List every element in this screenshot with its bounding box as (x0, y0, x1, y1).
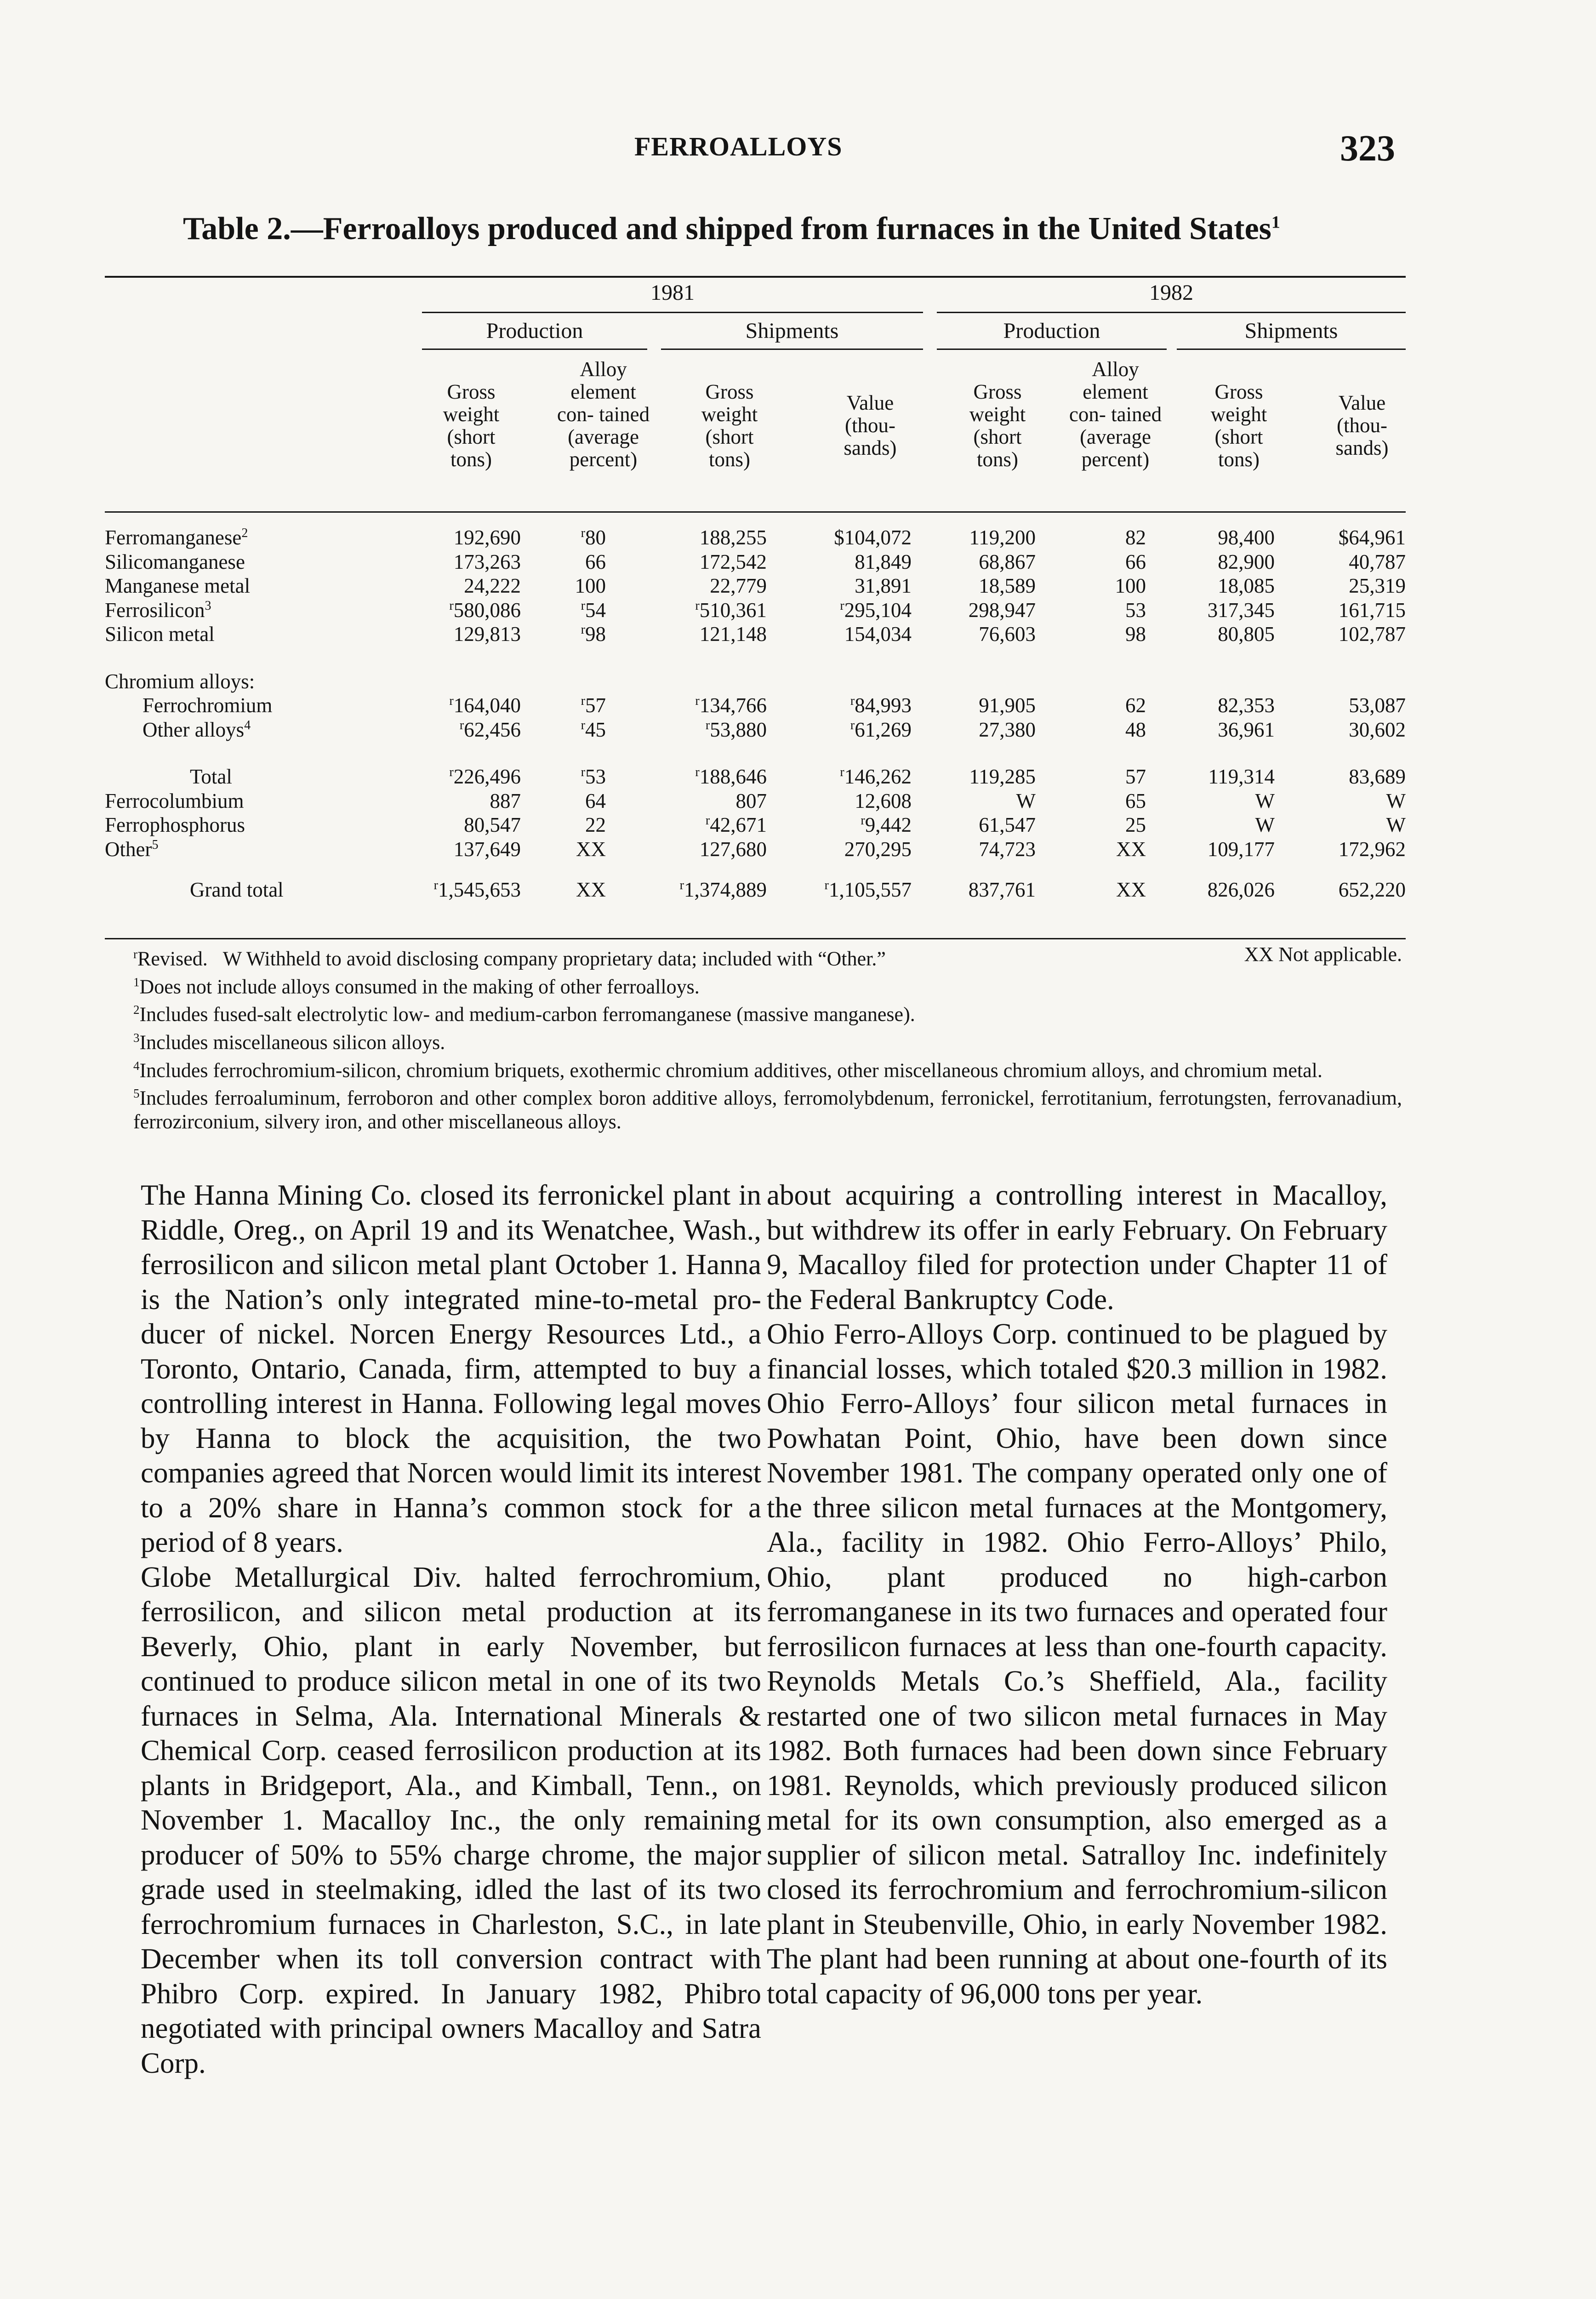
table-row (105, 526, 1406, 550)
cell: W (1386, 813, 1406, 836)
revised-marker: r (581, 623, 585, 637)
cell: 82 (1125, 526, 1146, 549)
row-label: Grand total (190, 878, 284, 901)
group-rule-prod-1982 (937, 349, 1167, 350)
cell: W (1016, 789, 1036, 812)
cell (581, 526, 606, 549)
cell-value: 53,880 (710, 718, 767, 741)
revised-marker: r (695, 598, 700, 613)
cell: 137,649 (453, 837, 521, 861)
cell: 121,148 (699, 623, 767, 646)
row-label: Total (190, 765, 232, 788)
cell: 119,285 (969, 765, 1036, 788)
cell: 24,222 (464, 574, 521, 597)
cell-value: 134,766 (699, 694, 767, 717)
cell: 98,400 (1218, 526, 1275, 549)
row-label (105, 598, 211, 622)
col-head-value: Value (thou- sands) (1335, 391, 1389, 459)
cell (449, 765, 521, 789)
cell: 48 (1125, 718, 1146, 741)
cell: 109,177 (1207, 837, 1275, 861)
table-body (105, 526, 1406, 902)
group-production-1981: Production (486, 319, 583, 343)
cell: 129,813 (453, 623, 521, 646)
footnote-marker: 5 (133, 1087, 140, 1101)
footnote-revised (133, 943, 886, 971)
col-head-alloy-element: Alloy element con- tained (average percent) (1069, 358, 1162, 471)
row-label-text: Other alloys (142, 718, 245, 741)
revised-marker: r (695, 765, 700, 779)
footnote-marker: 1 (133, 975, 140, 989)
row-label (105, 837, 158, 861)
cell-value: 84,993 (855, 694, 912, 717)
cell: W (1386, 789, 1406, 812)
cell: 826,026 (1207, 878, 1275, 901)
cell: $104,072 (834, 526, 912, 549)
cell: 57 (1125, 765, 1146, 788)
cell: 31,891 (855, 574, 912, 597)
cell (706, 718, 767, 742)
cell (861, 813, 912, 837)
cell: 25 (1125, 813, 1146, 836)
table-row (105, 789, 1406, 813)
cell: 188,255 (699, 526, 767, 549)
revised-marker: r (581, 694, 585, 708)
cell: 807 (735, 789, 767, 812)
footnote-marker-r: r (133, 947, 137, 961)
cell: 62 (1125, 694, 1146, 717)
col-head-gross-weight: Gross weight (short tons) (969, 380, 1026, 471)
revised-marker: r (449, 765, 454, 779)
cell (680, 878, 767, 902)
cell (850, 718, 912, 742)
row-label: Manganese metal (105, 574, 251, 597)
row-label-text: Ferromanganese (105, 526, 242, 549)
cell (434, 878, 521, 902)
grand-total-rule (105, 938, 1406, 939)
footnote-text: Includes fused-salt electrolytic low- and medium-carbon ferromanganese (massive manganese). (139, 1003, 915, 1026)
revised-marker: r (861, 813, 865, 828)
col-head-gross-weight: Gross weight (short tons) (443, 380, 500, 471)
cell-value: 80 (585, 526, 606, 549)
cell: 80,805 (1218, 623, 1275, 646)
cell-value: 1,374,889 (684, 878, 767, 901)
cell: 119,314 (1208, 765, 1275, 788)
cell (840, 598, 912, 622)
cell: 127,680 (699, 837, 767, 861)
cell: 119,200 (969, 526, 1036, 549)
revised-marker: r (581, 718, 585, 732)
paragraph: Ohio Ferro-Alloys Corp. continued to be plagued by financial losses, which totaled $20.3 million in 1982. Ohio Ferro-Alloys’ four silicon metal furnaces in Powhatan Point, Ohio, have been down since November 1981. The company operated only one of the three silicon metal furnaces at the Montgomery, Ala., facility in 1982. Ohio Ferro-Alloys’ Philo, Ohio, plant produced no high-carbon ferromanganese in its two furnaces and operated four ferrosilicon furnaces at less than one-fourth capacity. Reynolds Metals Co.’s Sheffield, Ala., facility restarted one of two silicon metal furnaces in May 1982. Both furnaces had been down since February 1981. Reynolds, which previously produced silicon metal for its own consumption, also emerged as a supplier of silicon metal. Satralloy Inc. indefinitely closed its ferrochromium and ferrochromium-silicon plant in Steubenville, Ohio, in early November 1982. The plant had been running at about one-fourth of its total capacity of 96,000 tons per year. (767, 1318, 1387, 2010)
cell: 18,589 (979, 574, 1036, 597)
table-row (105, 765, 1406, 789)
text-column-left (141, 1178, 761, 2081)
table-row (105, 693, 1406, 718)
cell: XX (576, 878, 606, 901)
table-top-rule (105, 276, 1406, 278)
row-footnote: 3 (205, 598, 211, 613)
cell-value: 9,442 (865, 813, 912, 836)
row-label-text: Other (105, 837, 152, 861)
cell-value: 53 (585, 765, 606, 788)
cell-value: 226,496 (453, 765, 521, 788)
cell: 82,900 (1218, 550, 1275, 573)
cell-value: 1,105,557 (829, 878, 912, 901)
table-row (105, 598, 1406, 623)
cell: 40,787 (1349, 550, 1406, 573)
row-footnote: 2 (241, 526, 248, 540)
row-label: Ferrocolumbium (105, 789, 244, 812)
footnote-marker: 4 (133, 1058, 140, 1073)
cell: 161,715 (1338, 598, 1406, 622)
cell: 172,962 (1338, 837, 1406, 861)
cell-value: 42,671 (710, 813, 767, 836)
revised-marker: r (581, 598, 585, 613)
cell: 154,034 (844, 623, 912, 646)
year-rule-1981 (422, 312, 923, 313)
cell (581, 718, 606, 742)
row-label: Chromium alloys: (105, 669, 255, 693)
cell (581, 622, 606, 646)
revised-marker: r (449, 598, 454, 613)
year-rule-1982 (937, 312, 1406, 313)
revised-marker: r (850, 694, 855, 708)
text-column-right (767, 1178, 1387, 2011)
cell: W (1255, 789, 1275, 812)
footnote-marker: 2 (133, 1003, 140, 1017)
group-production-1982: Production (1003, 319, 1100, 343)
cell (581, 598, 606, 622)
revised-marker: r (459, 718, 464, 732)
footnote-text: Includes ferrochromium-silicon, chromium briquets, exothermic chromium additives, other miscellaneous chromium alloys, and chromium metal. (139, 1059, 1322, 1082)
year-1982-header: 1982 (1149, 280, 1193, 305)
footnote-4 (133, 1054, 1402, 1082)
table-row (105, 622, 1406, 646)
cell: 53,087 (1349, 694, 1406, 717)
footnote-not-applicable: XX Not applicable. (1244, 943, 1402, 966)
cell (706, 813, 767, 837)
cell: 100 (575, 574, 606, 597)
year-1981-header: 1981 (650, 280, 695, 305)
table-title-text: Table 2.—Ferroalloys produced and shipped from furnaces in the United States (183, 211, 1271, 246)
cell: 91,905 (979, 694, 1036, 717)
row-spacer (105, 861, 1406, 878)
cell (850, 693, 912, 717)
table-row (105, 813, 1406, 837)
cell: 887 (490, 789, 521, 812)
cell (695, 598, 767, 622)
table-row (105, 669, 1406, 694)
col-head-gross-weight: Gross weight (short tons) (1210, 380, 1267, 471)
footnote-3 (133, 1026, 1402, 1054)
cell (449, 598, 521, 622)
cell-value: 61,269 (855, 718, 912, 741)
cell-value: 45 (585, 718, 606, 741)
cell: 83,689 (1349, 765, 1406, 788)
cell: 68,867 (979, 550, 1036, 573)
cell: 53 (1125, 598, 1146, 622)
cell-value: 188,646 (699, 765, 767, 788)
cell: 192,690 (453, 526, 521, 549)
table-footnotes (133, 943, 1402, 1133)
cell-value: 164,040 (453, 694, 521, 717)
col-head-gross-weight: Gross weight (short tons) (701, 380, 758, 471)
cell: 27,380 (979, 718, 1036, 741)
cell: $64,961 (1338, 526, 1406, 549)
cell (581, 765, 606, 789)
cell: 61,547 (979, 813, 1036, 836)
cell: 66 (1125, 550, 1146, 573)
cell-value: 295,104 (844, 598, 912, 622)
cell: 80,547 (464, 813, 521, 836)
cell: 12,608 (855, 789, 912, 812)
header-bottom-rule (105, 511, 1406, 513)
footnote-text: Includes miscellaneous silicon alloys. (139, 1031, 445, 1054)
revised-marker: r (449, 694, 454, 708)
revised-marker: r (705, 813, 710, 828)
cell: 30,602 (1349, 718, 1406, 741)
table-row (105, 718, 1406, 742)
cell (460, 718, 521, 742)
cell (695, 765, 767, 789)
table-row (105, 878, 1406, 902)
cell: 298,947 (968, 598, 1036, 622)
group-rule-ship-1981 (661, 349, 923, 350)
cell: 100 (1115, 574, 1146, 597)
page-number: 323 (1340, 128, 1395, 169)
cell: 98 (1125, 623, 1146, 646)
row-label: Silicomanganese (105, 550, 245, 573)
cell: 65 (1125, 789, 1146, 812)
cell: 25,319 (1349, 574, 1406, 597)
cell-value: 580,086 (453, 598, 521, 622)
footnote-1 (133, 971, 1402, 999)
cell-value: 54 (585, 598, 606, 622)
row-label: Ferrochromium (142, 694, 273, 717)
cell: 64 (585, 789, 606, 812)
row-footnote: 4 (244, 718, 251, 732)
row-label (142, 718, 251, 742)
footnote-marker: 3 (133, 1030, 140, 1045)
revised-marker: r (705, 718, 710, 732)
footnote-text: Revised. (137, 947, 208, 970)
cell-value: 510,361 (699, 598, 767, 622)
group-shipments-1981: Shipments (745, 319, 839, 343)
revised-marker: r (581, 765, 585, 779)
running-head: FERROALLOYS (634, 132, 843, 161)
cell-value: 57 (585, 694, 606, 717)
cell: XX (576, 837, 606, 861)
cell: XX (1116, 837, 1146, 861)
cell: 652,220 (1338, 878, 1406, 901)
footnote-5 (133, 1082, 1402, 1133)
revised-marker: r (433, 878, 438, 892)
paragraph: Globe Metallurgical Div. halted ferrochromium, ferrosilicon, and silicon metal production at its Beverly, Ohio, plant in early November, but continued to produce silicon metal in one of its two furnaces in Selma, Ala. International Minerals & Chemical Corp. ceased ferrosilicon production at its plants in Bridgeport, Ala., and Kimball, Tenn., on November 1. Macalloy Inc., the only remaining producer of 50% to 55% charge chrome, the major grade used in steelmaking, idled the last of its two ferrochromium furnaces in Charleston, S.C., in late December when its toll conversion contract with Phibro Corp. expired. In January 1982, Phibro negotiated with principal owners Macalloy and Satra Corp. (141, 1561, 761, 2079)
footnote-legend (133, 943, 1402, 971)
cell: 102,787 (1338, 623, 1406, 646)
cell: 82,353 (1218, 694, 1275, 717)
cell (840, 765, 912, 789)
cell: 74,723 (979, 837, 1036, 861)
cell-value: 146,262 (844, 765, 912, 788)
revised-marker: r (581, 526, 585, 540)
cell: 18,085 (1218, 574, 1275, 597)
footnote-2 (133, 998, 1402, 1026)
cell (449, 693, 521, 717)
revised-marker: r (824, 878, 829, 892)
cell: 66 (585, 550, 606, 573)
row-label: Silicon metal (105, 623, 215, 646)
cell-value: 62,456 (464, 718, 521, 741)
row-label: Ferrophosphorus (105, 813, 245, 836)
group-rule-prod-1981 (422, 349, 647, 350)
cell (695, 693, 767, 717)
cell: 22 (585, 813, 606, 836)
table-row (105, 550, 1406, 574)
cell: 173,263 (453, 550, 521, 573)
revised-marker: r (850, 718, 855, 732)
paragraph: about acquiring a controlling interest in Macalloy, but withdrew its offer in early February. On February 9, Macalloy filed for protection under Chapter 11 of the Federal Bankruptcy Code. (767, 1179, 1387, 1315)
col-head-value: Value (thou- sands) (844, 391, 897, 459)
table-row (105, 837, 1406, 862)
cell: XX (1116, 878, 1146, 901)
cell: W (1255, 813, 1275, 836)
cell: 837,761 (968, 878, 1036, 901)
revised-marker: r (695, 694, 700, 708)
row-spacer (105, 742, 1406, 765)
footnote-text: Includes ferroaluminum, ferroboron and other complex boron additive alloys, ferromolybdenum, ferronickel, ferrotitanium, ferrotungsten, ferrovanadium, ferrozirconium, silvery iron, and other miscellaneous alloys. (133, 1087, 1402, 1133)
cell-value: 98 (585, 623, 606, 646)
footnote-text: W Withheld to avoid disclosing company proprietary data; included with “Other.” (222, 947, 886, 970)
cell-value: 1,545,653 (438, 878, 521, 901)
group-shipments-1982: Shipments (1244, 319, 1338, 343)
cell: 22,779 (710, 574, 767, 597)
cell: 36,961 (1218, 718, 1275, 741)
col-head-alloy-element: Alloy element con- tained (average percent) (557, 358, 650, 471)
cell (825, 878, 912, 902)
group-rule-ship-1982 (1177, 349, 1406, 350)
paragraph: The Hanna Mining Co. closed its ferronickel plant in Riddle, Oreg., on April 19 and its Wenatchee, Wash., ferrosilicon and silicon metal plant October 1. Hanna is the Nation’s only integrated mine-to-metal producer of nickel. Norcen Energy Resources Ltd., a Toronto, Ontario, Canada, firm, attempted to buy a controlling interest in Hanna. Following legal moves by Hanna to block the acquisition, the two companies agreed that Norcen would limit its interest to a 20% share in Hanna’s common stock for a period of 8 years. (141, 1179, 761, 1558)
cell: 317,345 (1207, 598, 1275, 622)
cell: 172,542 (699, 550, 767, 573)
cell (581, 693, 606, 717)
revised-marker: r (840, 765, 844, 779)
table-title (183, 211, 1280, 247)
table-row (105, 574, 1406, 598)
row-spacer (105, 646, 1406, 669)
cell: 81,849 (855, 550, 912, 573)
revised-marker: r (840, 598, 844, 613)
revised-marker: r (679, 878, 684, 892)
row-footnote: 5 (152, 837, 159, 852)
footnote-text: Does not include alloys consumed in the making of other ferroalloys. (139, 975, 700, 998)
row-label-text: Ferrosilicon (105, 598, 205, 622)
cell: 270,295 (844, 837, 912, 861)
table-title-footnote: 1 (1271, 212, 1280, 232)
cell: 76,603 (979, 623, 1036, 646)
row-label (105, 526, 248, 549)
